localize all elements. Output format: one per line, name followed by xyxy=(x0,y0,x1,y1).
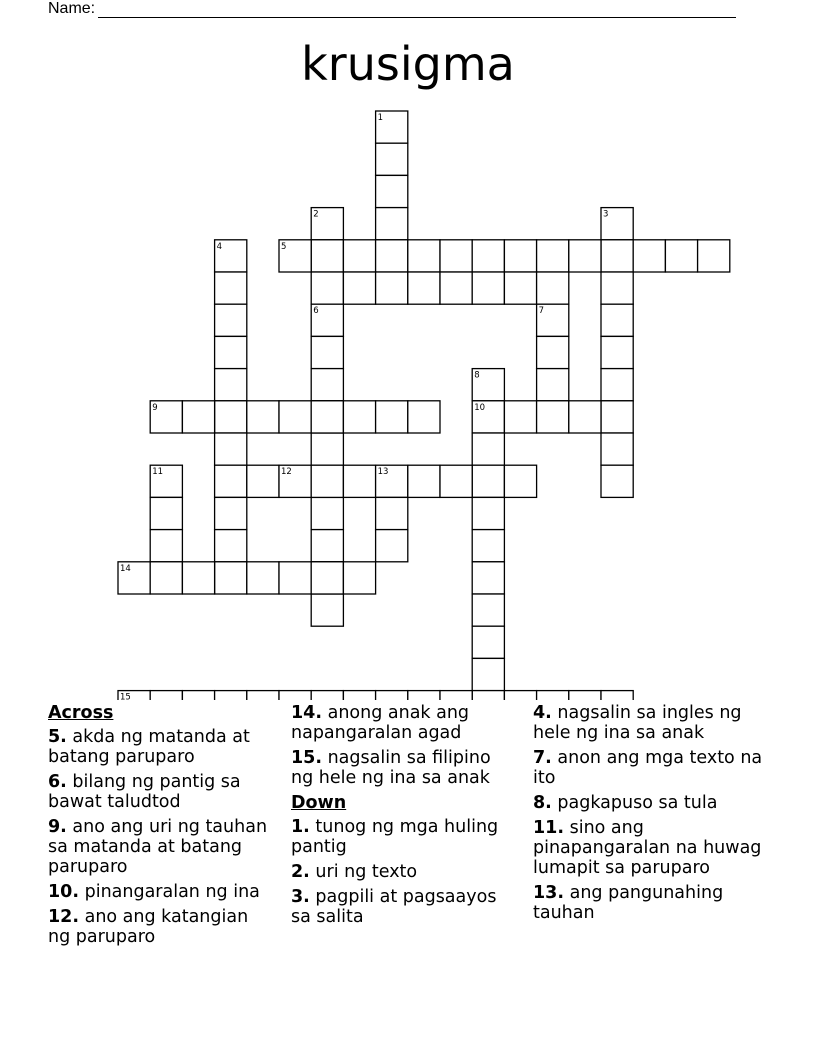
clue-number: 9 xyxy=(152,402,158,413)
down-clue: 3. pagpili at pagsaayos sa salita xyxy=(291,887,497,927)
grid-cell[interactable] xyxy=(440,272,472,304)
grid-cell[interactable] xyxy=(343,562,375,594)
grid-cell[interactable] xyxy=(504,465,536,497)
grid-cell[interactable] xyxy=(311,336,343,368)
grid-cell[interactable] xyxy=(182,401,214,433)
grid-cell[interactable] xyxy=(569,691,601,700)
grid-cell[interactable] xyxy=(472,272,504,304)
down-heading: Down xyxy=(291,793,347,813)
grid-cell[interactable] xyxy=(311,497,343,529)
clue-column-3 xyxy=(533,703,773,928)
grid-cell[interactable] xyxy=(150,691,182,700)
name-label: Name: xyxy=(48,0,96,17)
grid-cell[interactable] xyxy=(343,691,375,700)
grid-cell[interactable] xyxy=(472,433,504,465)
grid-cell[interactable] xyxy=(247,465,279,497)
grid-cell[interactable] xyxy=(537,336,569,368)
across-clue: 6. bilang ng pantig sa bawat taludtod xyxy=(48,772,241,812)
across-clue: 5. akda ng matanda at batang paruparo xyxy=(48,727,250,767)
grid-cell[interactable] xyxy=(343,465,375,497)
grid-cell[interactable] xyxy=(472,562,504,594)
grid-cell[interactable] xyxy=(633,240,665,272)
across-clue: 10. pinangaralan ng ina xyxy=(48,882,260,902)
grid-cell[interactable] xyxy=(150,562,182,594)
grid-cell[interactable] xyxy=(569,240,601,272)
grid-cell[interactable] xyxy=(376,272,408,304)
across-clue: 15. nagsalin sa filipino ng hele ng ina sa anak xyxy=(291,748,491,788)
grid-cell[interactable] xyxy=(279,691,311,700)
grid-cell[interactable] xyxy=(311,530,343,562)
grid-cell[interactable] xyxy=(440,240,472,272)
grid-cell[interactable] xyxy=(376,401,408,433)
grid-cell[interactable] xyxy=(504,240,536,272)
grid-cell[interactable] xyxy=(215,562,247,594)
grid-cell[interactable] xyxy=(150,497,182,529)
down-clue: 7. anon ang mga texto na ito xyxy=(533,748,763,788)
across-clue: 14. anong anak ang napangaralan agad xyxy=(291,703,470,743)
grid-cell[interactable] xyxy=(247,401,279,433)
grid-cell[interactable] xyxy=(376,175,408,207)
clue-number: 1 xyxy=(377,113,384,123)
grid-cell[interactable] xyxy=(182,691,214,700)
clue-column-1 xyxy=(48,703,273,952)
grid-cell[interactable] xyxy=(504,272,536,304)
grid-cell[interactable] xyxy=(182,562,214,594)
across-clue: 9. ano ang uri ng tauhan sa matanda at batang paruparo xyxy=(48,817,268,877)
down-clue: 13. ang pangunahing tauhan xyxy=(533,883,724,923)
clue-number: 11 xyxy=(152,467,164,478)
grid-cell[interactable] xyxy=(408,465,440,497)
grid-cell[interactable] xyxy=(537,369,569,401)
grid-cell[interactable] xyxy=(601,401,633,433)
grid-cell[interactable] xyxy=(311,594,343,626)
page-title: krusigma xyxy=(301,37,515,91)
clue-number: 2 xyxy=(313,209,319,220)
grid-cell[interactable] xyxy=(440,691,472,700)
grid-cell[interactable] xyxy=(215,336,247,368)
grid-cell[interactable] xyxy=(215,369,247,401)
grid-cell[interactable] xyxy=(247,562,279,594)
grid-cell[interactable] xyxy=(311,369,343,401)
clue-number: 8 xyxy=(474,370,480,381)
grid-cell[interactable] xyxy=(311,240,343,272)
grid-cell[interactable] xyxy=(215,465,247,497)
grid-cell[interactable] xyxy=(376,530,408,562)
grid-cell[interactable] xyxy=(665,240,697,272)
grid-cell[interactable] xyxy=(343,240,375,272)
grid-cell[interactable] xyxy=(247,691,279,700)
grid-cell[interactable] xyxy=(215,530,247,562)
down-clue: 11. sino ang pinapangaralan na huwag lumapit sa paruparo xyxy=(533,818,762,878)
clue-number: 10 xyxy=(474,402,486,413)
grid-cell[interactable] xyxy=(504,691,536,700)
grid-cell[interactable] xyxy=(601,433,633,465)
grid-cell[interactable] xyxy=(472,465,504,497)
grid-cell[interactable] xyxy=(311,562,343,594)
clue-number: 13 xyxy=(377,467,389,478)
clue-number: 12 xyxy=(281,467,292,478)
grid-cell[interactable] xyxy=(601,465,633,497)
grid-cell[interactable] xyxy=(472,240,504,272)
grid-cell[interactable] xyxy=(408,401,440,433)
grid-cell[interactable] xyxy=(504,401,536,433)
grid-cell[interactable] xyxy=(569,401,601,433)
grid-cell[interactable] xyxy=(472,497,504,529)
grid-cell[interactable] xyxy=(215,272,247,304)
grid-cell[interactable] xyxy=(150,530,182,562)
grid-cell[interactable] xyxy=(537,240,569,272)
clue-number: 15 xyxy=(120,692,131,700)
grid-cell[interactable] xyxy=(215,401,247,433)
clue-number: 14 xyxy=(120,563,131,574)
grid-cell[interactable] xyxy=(601,240,633,272)
grid-cell[interactable] xyxy=(279,401,311,433)
grid-cell[interactable] xyxy=(215,433,247,465)
grid-cell[interactable] xyxy=(472,658,504,690)
grid-cell[interactable] xyxy=(311,465,343,497)
clue-number: 7 xyxy=(538,306,545,317)
grid-cell[interactable] xyxy=(215,691,247,700)
grid-cell[interactable] xyxy=(601,304,633,336)
across-clue: 12. ano ang katangian ng paruparo xyxy=(48,907,249,947)
grid-cell[interactable] xyxy=(279,562,311,594)
grid-cell[interactable] xyxy=(376,240,408,272)
grid-cell[interactable] xyxy=(601,272,633,304)
down-clue: 8. pagkapuso sa tula xyxy=(533,793,718,813)
grid-cell[interactable] xyxy=(472,594,504,626)
down-clue: 4. nagsalin sa ingles ng hele ng ina sa anak xyxy=(533,703,742,743)
clue-number: 4 xyxy=(216,241,223,252)
grid-cell[interactable] xyxy=(472,626,504,658)
grid-cell[interactable] xyxy=(311,401,343,433)
grid-cell[interactable] xyxy=(311,272,343,304)
down-clue: 1. tunog ng mga huling pantig xyxy=(291,817,499,857)
grid-cell[interactable] xyxy=(376,208,408,240)
grid-cell[interactable] xyxy=(537,401,569,433)
grid-cell[interactable] xyxy=(215,304,247,336)
grid-cell[interactable] xyxy=(601,691,633,700)
grid-cell[interactable] xyxy=(408,691,440,700)
grid-cell[interactable] xyxy=(376,691,408,700)
grid-cell[interactable] xyxy=(311,691,343,700)
grid-cell[interactable] xyxy=(601,369,633,401)
across-heading: Across xyxy=(48,703,114,723)
grid-cell[interactable] xyxy=(376,497,408,529)
grid-cell[interactable] xyxy=(343,401,375,433)
clue-number: 6 xyxy=(313,306,319,317)
grid-cell[interactable] xyxy=(472,530,504,562)
grid-cell[interactable] xyxy=(698,240,730,272)
grid-cell[interactable] xyxy=(311,433,343,465)
grid-cell[interactable] xyxy=(215,497,247,529)
grid-cell[interactable] xyxy=(376,143,408,175)
clue-number: 3 xyxy=(603,209,609,220)
grid-cell[interactable] xyxy=(343,272,375,304)
grid-cell[interactable] xyxy=(537,272,569,304)
grid-cell[interactable] xyxy=(408,240,440,272)
clue-column-2 xyxy=(291,703,516,932)
grid-cell[interactable] xyxy=(537,691,569,700)
grid-cell[interactable] xyxy=(408,272,440,304)
grid-cell[interactable] xyxy=(472,691,504,700)
clue-number: 5 xyxy=(281,241,287,252)
grid-cell[interactable] xyxy=(601,336,633,368)
down-clue: 2. uri ng texto xyxy=(291,862,418,882)
grid-cell[interactable] xyxy=(440,465,472,497)
